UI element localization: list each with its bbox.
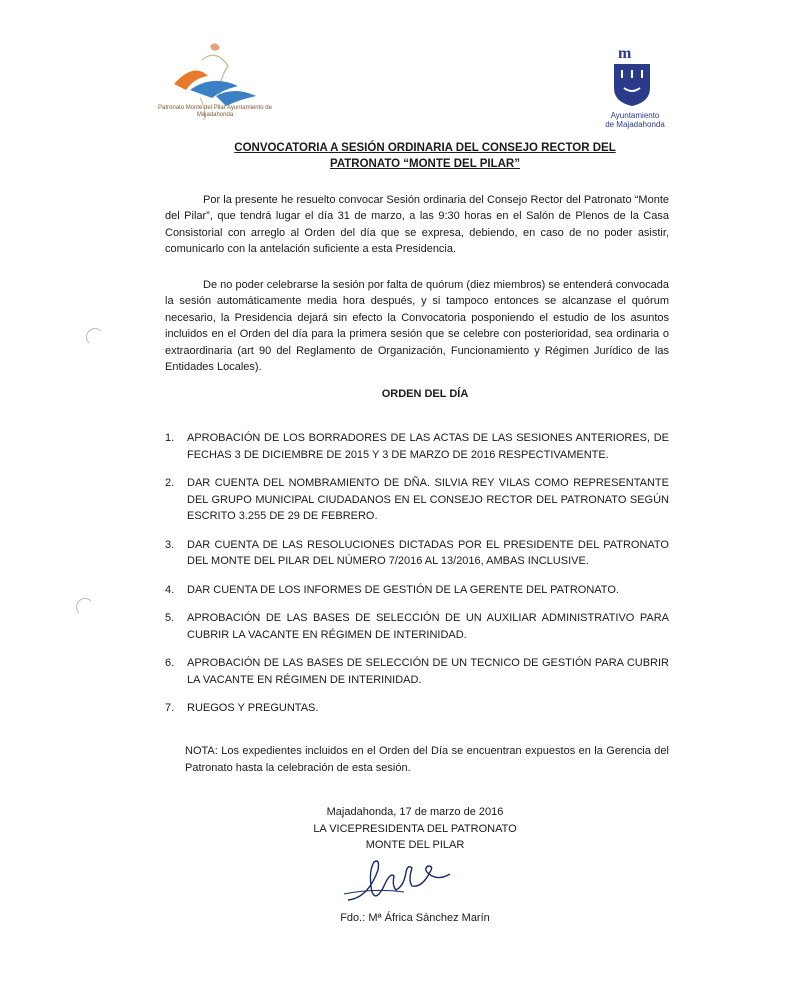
place-date: Majadahonda, 17 de marzo de 2016	[326, 806, 504, 818]
agenda-item	[165, 582, 669, 599]
quorum-paragraph: De no poder celebrarse la sesión por falta de quórum (diez miembros) se entenderá convocada la sesión automáticamente media hora después, y si tampoco entonces se alcanzase el quórum necesario, la Presidencia dejará sin efecto la Convocatoria posponiendo el estudio de los asuntos incluidos en el Orden del día para la primera sesión que se celebre con posterioridad, sea ordinaria o extraordinaria (art 90 del Reglamento de Organización, Funcionamiento y Régimen Jurídico de las Entidades Locales).	[165, 279, 669, 374]
agenda-item-text: DAR CUENTA DEL NOMBRAMIENTO DE DÑA. SILVIA REY VILAS COMO REPRESENTANTE DEL GRUPO MUNICIPAL CIUDADANOS EN EL CONSEJO RECTOR DEL PATRONATO SEGÚN ESCRITO 3.255 DE 29 DE FEBRERO.	[187, 477, 669, 522]
ayuntamiento-caption-line1: Ayuntamiento	[610, 111, 660, 120]
agenda-item-number: 4.	[165, 583, 175, 596]
agenda-item-number: 2.	[165, 477, 175, 489]
punch-hole-top	[86, 328, 104, 346]
document-title	[200, 140, 650, 172]
agenda-item-text: DAR CUENTA DE LOS INFORMES DE GESTIÓN DE LA GERENTE DEL PATRONATO.	[187, 583, 619, 596]
note-paragraph: NOTA: Los expedientes incluidos en el Orden del Día se encuentran expuestos en la Gerencia del Patronato hasta la celebración de esta sesión.	[185, 745, 669, 774]
agenda-item-number: 5.	[165, 612, 175, 624]
convocation-paragraph: Por la presente he resuelto convocar Sesión ordinaria del Consejo Rector del Patronato “Monte del Pilar”, que tendrá lugar el día 31 de marzo, a las 9:30 horas en el Salón de Plenos de la Casa Consistorial con arreglo al Orden del día que se expresa, debiendo, en caso de no poder asistir, comunicarlo con la antelación suficiente a esta Presidencia.	[165, 194, 669, 256]
agenda-title: ORDEN DEL DÍA	[381, 388, 469, 400]
document-title-line2: PATRONATO “MONTE DEL PILAR”	[330, 158, 520, 170]
ayuntamiento-caption	[590, 111, 680, 129]
agenda-item	[165, 700, 669, 717]
signature-block	[300, 804, 530, 854]
agenda-item-text: DAR CUENTA DE LAS RESOLUCIONES DICTADAS POR EL PRESIDENTE DEL PATRONATO DEL MONTE DEL PILAR DEL NÚMERO 7/2016 AL 13/2016, AMBAS INCLUSIVE.	[187, 538, 669, 567]
patronato-logo-caption: Patronato Monte del Pilar Ayuntamiento de Majadahonda	[158, 105, 272, 118]
ayuntamiento-caption-line2: de Majadahonda	[605, 120, 665, 129]
agenda-item-text: APROBACIÓN DE LAS BASES DE SELECCIÓN DE UN TECNICO DE GESTIÓN PARA CUBRIR LA VACANTE EN RÉGIMEN DE INTERINIDAD.	[187, 657, 669, 686]
punch-hole-bottom	[76, 598, 94, 616]
signer-role-line1: LA VICEPRESIDENTA DEL PATRONATO	[313, 822, 517, 835]
agenda-item-number: 7.	[165, 702, 175, 714]
crest-mark-text: m	[618, 45, 632, 62]
agenda-item	[165, 610, 669, 643]
agenda-item	[165, 655, 669, 688]
agenda-item-text: APROBACIÓN DE LAS BASES DE SELECCIÓN DE UN AUXILIAR ADMINISTRATIVO PARA CUBRIR LA VACANTE EN RÉGIMEN DE INTERINIDAD.	[187, 612, 669, 641]
document-title-line1: CONVOCATORIA A SESIÓN ORDINARIA DEL CONSEJO RECTOR DEL	[234, 142, 616, 154]
agenda-item	[165, 475, 669, 525]
ayuntamiento-crest	[608, 44, 656, 108]
signer-role-line2: MONTE DEL PILAR	[365, 839, 465, 851]
agenda-list	[165, 430, 669, 729]
agenda-item-number: 3.	[165, 538, 175, 551]
agenda-item-number: 1.	[165, 432, 175, 444]
agenda-item-text: APROBACIÓN DE LOS BORRADORES DE LAS ACTAS DE LAS SESIONES ANTERIORES, DE FECHAS 3 DE DICIEMBRE DE 2015 Y 3 DE MARZO DE 2016 RESPECTIVAMENTE.	[187, 432, 669, 461]
agenda-item	[165, 430, 669, 463]
signed-by: Fdo.: Mª África Sánchez Marín	[340, 912, 490, 924]
handwritten-signature	[340, 850, 460, 910]
agenda-item-text: RUEGOS Y PREGUNTAS.	[187, 702, 319, 714]
agenda-item-number: 6.	[165, 657, 175, 669]
agenda-item	[165, 537, 669, 570]
